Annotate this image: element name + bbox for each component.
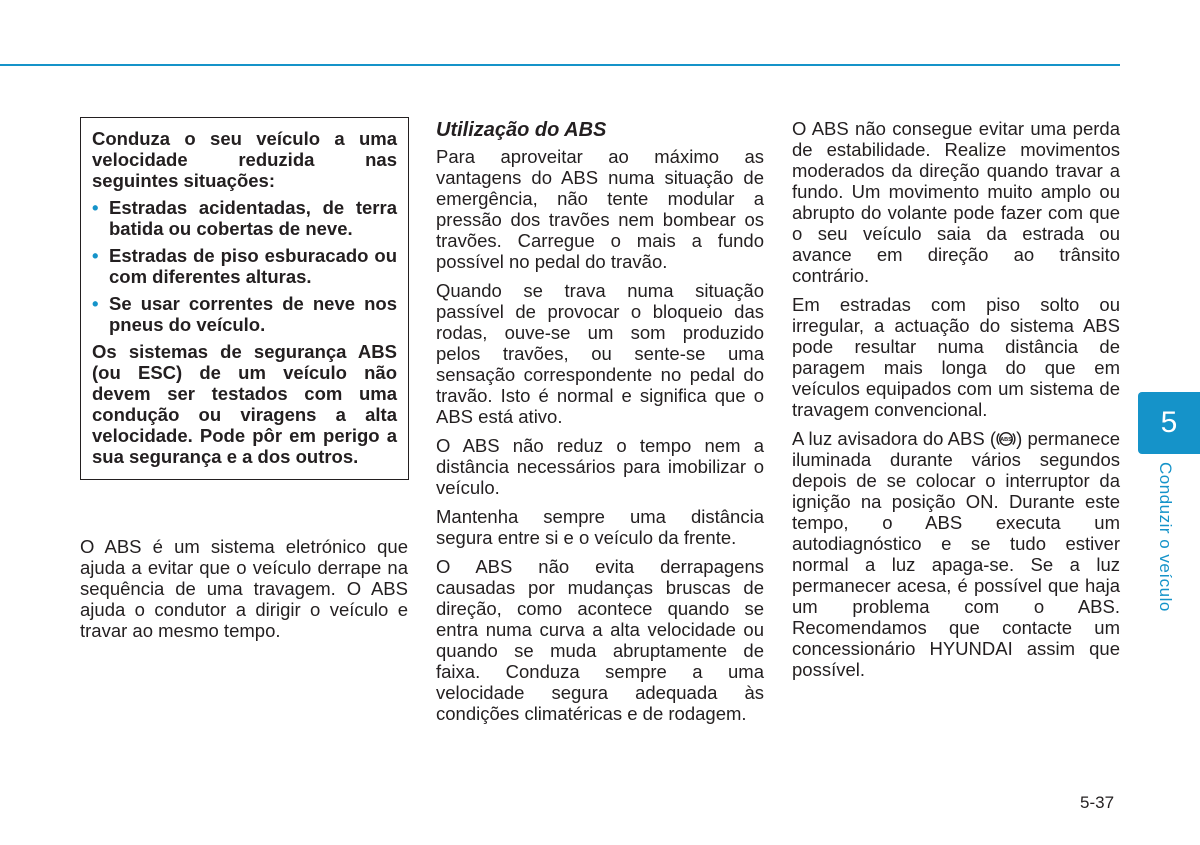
- warning-box: [80, 117, 409, 480]
- body-paragraph: O ABS não evita derrapagens causadas por mudanças bruscas de direção, como acontece quando se entra numa curva a alta velocidade ou quando se muda abruptamente de faixa. Conduza sempre a uma velocidade segura adequada às condições climatéricas e de rodagem.: [436, 556, 764, 724]
- bullet-icon: •: [92, 197, 99, 218]
- body-paragraph: Mantenha sempre uma distância segura entre si e o veículo da frente.: [436, 506, 764, 548]
- body-paragraph: Em estradas com piso solto ou irregular, a actuação do sistema ABS pode resultar numa distância de paragem mais longa do que em veículos equipados com um sistema de travagem convencional.: [792, 294, 1120, 420]
- abs-definition-paragraph: O ABS é um sistema eletrónico que ajuda a evitar que o veículo derrape na sequência de uma travagem. O ABS ajuda o condutor a dirigir o veículo e travar ao mesmo tempo.: [80, 536, 408, 641]
- warning-list: [92, 197, 397, 335]
- body-paragraph: O ABS não reduz o tempo nem a distância necessários para imobilizar o veículo.: [436, 435, 764, 498]
- right-column: [792, 118, 1120, 688]
- svg-text:ABS: ABS: [1000, 437, 1012, 444]
- left-column: [80, 536, 408, 649]
- middle-column: [436, 118, 764, 732]
- warning-closing: Os sistemas de segurança ABS (ou ESC) de um veículo não devem ser testados com uma condução ou viragens a alta velocidade. Pode pôr em perigo a sua segurança e a dos outros.: [92, 341, 397, 467]
- body-paragraph: Quando se trava numa situação passível de provocar o bloqueio das rodas, ouve-se um som produzido pelos travões, ou sente-se uma sensação correspondente no pedal do travão. Isto é normal e significa que o ABS está ativo.: [436, 280, 764, 427]
- warning-light-paragraph: A luz avisadora do ABS ( ABS ) permanece iluminada durante vários segundos depois de se colocar o interruptor da ignição na posição ON. Durante este tempo, o ABS executa um autodiagnóstico e se tudo estiver normal a luz apaga-se. Se a luz permanecer acesa, é possível que haja um problema com o ABS. Recomendamos que contacte um concessionário HYUNDAI assim que possível.: [792, 428, 1121, 680]
- warning-list-item: • Se usar correntes de neve nos pneus do veículo.: [92, 293, 397, 335]
- warning-list-item: • Estradas de piso esburacado ou com diferentes alturas.: [92, 245, 397, 287]
- top-rule: [0, 64, 1120, 66]
- warning-list-item: • Estradas acidentadas, de terra batida ou cobertas de neve.: [92, 197, 397, 239]
- chapter-number-tab: 5: [1138, 392, 1200, 454]
- section-heading: Utilização do ABS: [436, 119, 607, 141]
- page-number: 5-37: [1080, 793, 1115, 812]
- body-paragraph: O ABS não consegue evitar uma perda de estabilidade. Realize movimentos moderados da direção quando travar a fundo. Um movimento muito amplo ou abrupto do volante pode fazer com que o seu veículo saia da estrada ou avance em direção ao trânsito contrário.: [792, 118, 1120, 286]
- bullet-icon: •: [92, 245, 99, 266]
- chapter-title: Conduzir o veículo: [1156, 462, 1175, 612]
- bullet-icon: •: [92, 293, 99, 314]
- abs-warning-light-icon: [996, 429, 1016, 449]
- body-paragraph: Para aproveitar ao máximo as vantagens do ABS numa situação de emergência, não tente modular a pressão dos travões nem bombear os travões. Carregue o mais a fundo possível no pedal do travão.: [436, 146, 764, 272]
- warning-intro: Conduza o seu veículo a uma velocidade reduzida nas seguintes situações:: [92, 128, 397, 191]
